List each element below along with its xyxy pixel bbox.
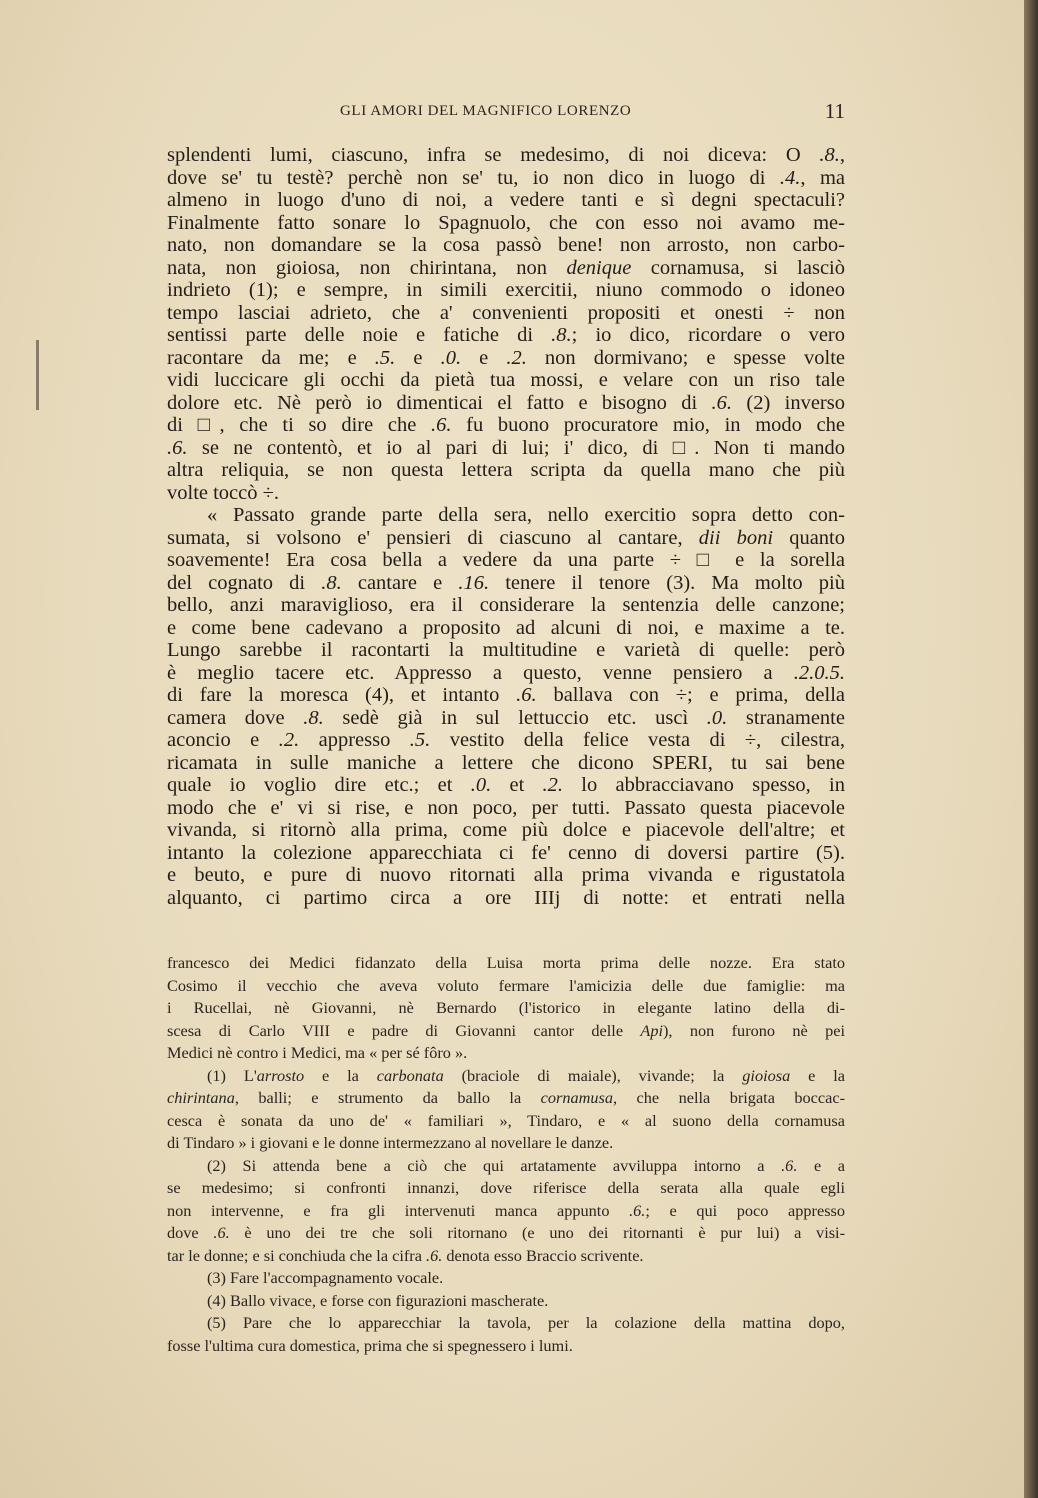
text-run: soavemente! Era cosa bella a vedere da una parte ÷ □ e la sorella	[167, 549, 845, 571]
text-line	[167, 752, 845, 775]
text-line	[167, 324, 845, 347]
text-run: alquanto, ci partimo circa a ore IIIj di notte: et entrati nella	[167, 886, 845, 909]
text-run: e	[461, 346, 507, 369]
text-line	[167, 572, 845, 595]
footnote-line	[167, 1132, 845, 1155]
italic-run: cornamusa	[540, 1088, 614, 1107]
italic-run: Api	[640, 1020, 664, 1040]
text-run: Medici nè contro i Medici, ma « per sé fôro ».	[167, 1043, 468, 1062]
text-line	[167, 257, 845, 280]
page-edge	[1024, 0, 1038, 1498]
text-run: non intervenne, e fra gli intervenuti manca appunto	[167, 1200, 630, 1220]
italic-run: .6.	[516, 684, 537, 706]
italic-run: .0.	[440, 346, 462, 369]
text-run: et	[491, 774, 543, 796]
text-run: tenere il tenore (3). Ma molto più	[489, 571, 845, 594]
text-run: vidi luccicare gli occhi da pietà tua mossi, e velare con un riso tale	[167, 369, 845, 391]
italic-run: .2.	[542, 774, 564, 796]
text-run: del cognato di	[167, 571, 322, 594]
text-run: (2) Si attenda bene a ciò che qui artatamente avviluppa intorno a	[207, 1155, 782, 1175]
text-run: Cosimo il vecchio che aveva voluto fermare l'amicizia delle due famiglie: ma	[167, 975, 845, 995]
text-run: stranamente	[727, 706, 845, 729]
footnote-line	[167, 1020, 845, 1043]
text-line	[167, 819, 845, 842]
italic-run: dii boni	[698, 526, 774, 549]
text-run: denota esso Braccio scrivente.	[442, 1245, 644, 1265]
italic-run: .2.0.5.	[793, 661, 845, 684]
text-line	[167, 414, 845, 437]
italic-run: .8.	[819, 144, 840, 166]
text-run: nato, non domandare se la cosa passò bene! non arrosto, non carbo-	[167, 234, 845, 256]
text-run: di □, che ti so dire che	[167, 414, 431, 436]
text-line	[167, 684, 845, 707]
text-line	[167, 302, 845, 325]
footnote-line	[167, 1290, 845, 1313]
italic-run: arrosto	[256, 1065, 305, 1085]
text-line	[167, 864, 845, 887]
footnote-line	[167, 1155, 845, 1178]
running-title: GLI AMORI DEL MAGNIFICO LORENZO	[340, 103, 632, 119]
italic-run: carbonata	[376, 1065, 444, 1085]
text-run: (braciole di maiale), vivande; la	[443, 1065, 743, 1085]
text-line	[167, 662, 845, 685]
italic-run: .8.	[321, 571, 342, 594]
text-run: Lungo sarebbe il racontarti la multitudine e varietà di quelle: però	[167, 639, 845, 661]
footnote-line	[167, 1065, 845, 1088]
text-run: intanto la colezione apparecchiata ci fe' cenno di doversi partire (5).	[167, 841, 845, 864]
text-run: aconcio e	[167, 729, 279, 751]
text-run: tempo lasciai adrieto, che a' convenienti propositi et onesti ÷ non	[167, 301, 845, 324]
italic-run: .6.	[781, 1155, 798, 1175]
text-run: e come bene cadevano a proposito ad alcuni di noi, e maxime a te.	[167, 616, 845, 639]
footnotes	[167, 952, 845, 1357]
page-number: 11	[824, 99, 845, 123]
text-run: dove	[167, 1223, 214, 1242]
text-run: , che nella brigata boccac-	[613, 1088, 845, 1107]
italic-run: .6.	[711, 391, 732, 414]
text-run: i Rucellai, nè Giovanni, nè Bernardo (l'istorico in elegante latino della di-	[167, 998, 845, 1017]
footnote-line	[167, 1335, 845, 1358]
text-run: ricamata in sulle maniche a lettere che dicono SPERI, tu sai bene	[167, 751, 845, 774]
text-run: cornamusa, si lasciò	[631, 256, 845, 279]
text-run: e la	[790, 1065, 845, 1085]
text-run: se medesimo; si confronti innanzi, dove riferisce della serata alla quale egli	[167, 1178, 845, 1197]
footnote-line	[167, 1245, 845, 1268]
text-run: modo che e' vi si rise, e non poco, per tutti. Passato questa piacevole	[167, 796, 845, 819]
footnote-line	[167, 1267, 845, 1290]
text-run: sumata, si volsono e' pensieri di ciascuno al cantare,	[167, 526, 699, 549]
text-run: vivanda, si ritornò alla prima, come più dolce e piacevole dell'altre; et	[167, 819, 845, 841]
text-run: (5) Pare che lo apparecchiar la tavola, per la colazione della mattina dopo,	[207, 1313, 845, 1332]
text-line	[167, 369, 845, 392]
running-header	[167, 101, 845, 125]
text-run: (3) Fare l'accompagnamento vocale.	[207, 1268, 444, 1287]
text-run: se ne contentò, et io al pari di lui; i' dico, di □. Non ti mando	[187, 436, 845, 459]
footnote-line	[167, 1222, 845, 1245]
text-line	[167, 527, 845, 550]
text-run: appresso	[299, 729, 410, 751]
italic-run: gioiosa	[742, 1065, 791, 1085]
text-run: scesa di Carlo VIII e padre di Giovanni cantor delle	[167, 1020, 641, 1040]
footnote-line	[167, 952, 845, 975]
text-run: ; io dico, ricordare o vero	[571, 324, 845, 346]
text-line	[167, 774, 845, 797]
footnote-line	[167, 975, 845, 998]
italic-run: .0.	[470, 774, 492, 796]
text-line	[167, 392, 845, 415]
italic-run: .2.	[278, 729, 300, 751]
text-run: camera dove	[167, 706, 304, 729]
italic-run: .8.	[303, 706, 324, 729]
text-run: (4) Ballo vivace, e forse con figurazioni mascherate.	[207, 1290, 549, 1310]
binding-mark	[36, 340, 39, 410]
text-run: (1) L'	[207, 1065, 257, 1085]
text-run: è uno dei tre che soli ritornano (e uno dei ritornanti è pur lui) a visi-	[229, 1223, 846, 1242]
italic-run: .16.	[458, 571, 490, 594]
text-run: volte toccò ÷.	[167, 481, 280, 504]
italic-run: .6.	[430, 414, 452, 436]
text-line	[167, 279, 845, 302]
text-run: (2) inverso	[732, 391, 845, 414]
text-line	[167, 887, 845, 910]
text-run: sentissi parte delle noie e fatiche di	[167, 324, 552, 346]
footnote-line	[167, 1087, 845, 1110]
text-run: splendenti lumi, ciascuno, infra se medesimo, di noi diceva: O	[167, 144, 820, 166]
italic-run: .6.	[629, 1200, 646, 1220]
text-line	[167, 842, 845, 865]
text-run: indrieto (1); e sempre, in simili exercitii, niuno commodo o idoneo	[167, 279, 845, 301]
footnote-line	[167, 1042, 845, 1065]
text-run: ), non furono nè pei	[663, 1020, 845, 1040]
text-line	[167, 459, 845, 482]
italic-run: .5.	[374, 346, 396, 369]
italic-run: .6.	[426, 1245, 443, 1265]
italic-run: .4.	[779, 166, 801, 189]
text-run: cesca è sonata da uno de' « familiari », Tindaro, e « al suono della cornamusa	[167, 1110, 845, 1130]
text-run: ballava con ÷; e prima, della	[536, 684, 845, 706]
text-line	[167, 234, 845, 257]
text-line	[167, 167, 845, 190]
italic-run: .6.	[167, 436, 188, 459]
text-run: , ma	[800, 166, 845, 189]
text-line	[167, 617, 845, 640]
main-text	[167, 144, 845, 909]
text-run: Finalmente fatto sonare lo Spagnuolo, che con esso noi avamo me-	[167, 211, 845, 234]
text-run: nata, non gioiosa, non chirintana, non	[167, 256, 567, 279]
text-line	[167, 504, 845, 527]
text-line	[167, 639, 845, 662]
text-line	[167, 189, 845, 212]
text-line	[167, 797, 845, 820]
text-run: vestito della felice vesta di ÷, cilestra,	[430, 729, 845, 751]
footnote-line	[167, 1177, 845, 1200]
footnote-line	[167, 1312, 845, 1335]
text-run: di fare la moresca (4), et intanto	[167, 684, 517, 706]
italic-run: .2.	[506, 346, 527, 369]
italic-run: .6.	[213, 1223, 230, 1242]
text-run: altra reliquia, se non questa lettera scripta da quella mano che più	[167, 459, 845, 481]
text-run: e	[395, 346, 441, 369]
italic-run: .5.	[409, 729, 431, 751]
text-run: e beuto, e pure di nuovo ritornati alla prima vivanda e rigustatola	[167, 864, 845, 886]
text-run: di Tindaro » i giovani e le donne intermezzano al novellare le danze.	[167, 1133, 614, 1152]
italic-run: .8.	[551, 324, 572, 346]
text-line	[167, 549, 845, 572]
text-line	[167, 212, 845, 235]
text-run: racontare da me; e	[167, 346, 375, 369]
text-run: lo abbracciavano spesso, in	[563, 774, 846, 796]
text-line	[167, 144, 845, 167]
text-run: e la	[304, 1065, 377, 1085]
text-line	[167, 729, 845, 752]
footnote-line	[167, 1110, 845, 1133]
text-run: almeno in luogo d'uno di noi, a vedere tanti e sì degni spectaculi?	[167, 189, 845, 211]
text-run: quale io voglio dire etc.; et	[167, 774, 471, 796]
text-run: sedè già in sul lettuccio etc. uscì	[323, 706, 707, 729]
footnote-line	[167, 997, 845, 1020]
text-run: fosse l'ultima cura domestica, prima che si spegnessero i lumi.	[167, 1335, 573, 1355]
text-run: francesco dei Medici fidanzato della Luisa morta prima delle nozze. Era stato	[167, 953, 845, 972]
text-run: « Passato grande parte della sera, nello exercitio sopra detto con-	[207, 504, 845, 526]
text-run: cantare e	[341, 571, 459, 594]
text-line	[167, 707, 845, 730]
text-line	[167, 437, 845, 460]
text-run: ; e qui poco appresso	[645, 1200, 846, 1220]
text-run: ,	[839, 144, 845, 166]
text-line	[167, 594, 845, 617]
footnote-line	[167, 1200, 845, 1223]
text-run: fu buono procuratore mio, in modo che	[451, 414, 845, 436]
italic-run: .0.	[706, 706, 728, 729]
text-run: tar le donne; e si conchiuda che la cifra	[167, 1245, 427, 1265]
text-run: , balli; e strumento da ballo la	[234, 1088, 541, 1107]
text-run: è meglio tacere etc. Appresso a questo, venne pensiero a	[167, 661, 794, 684]
text-line	[167, 482, 845, 505]
text-run: quanto	[773, 526, 845, 549]
text-run: e a	[797, 1155, 845, 1175]
text-run: dolore etc. Nè però io dimenticai el fatto e bisogno di	[167, 391, 712, 414]
text-run: bello, anzi maraviglioso, era il considerare la sentenzia delle canzone;	[167, 594, 845, 616]
text-run: non dormivano; e spesse volte	[526, 346, 846, 369]
text-run: dove se' tu testè? perchè non se' tu, io non dico in luogo di	[167, 166, 780, 189]
text-line	[167, 347, 845, 370]
italic-run: denique	[566, 256, 632, 279]
italic-run: chirintana	[167, 1088, 235, 1107]
